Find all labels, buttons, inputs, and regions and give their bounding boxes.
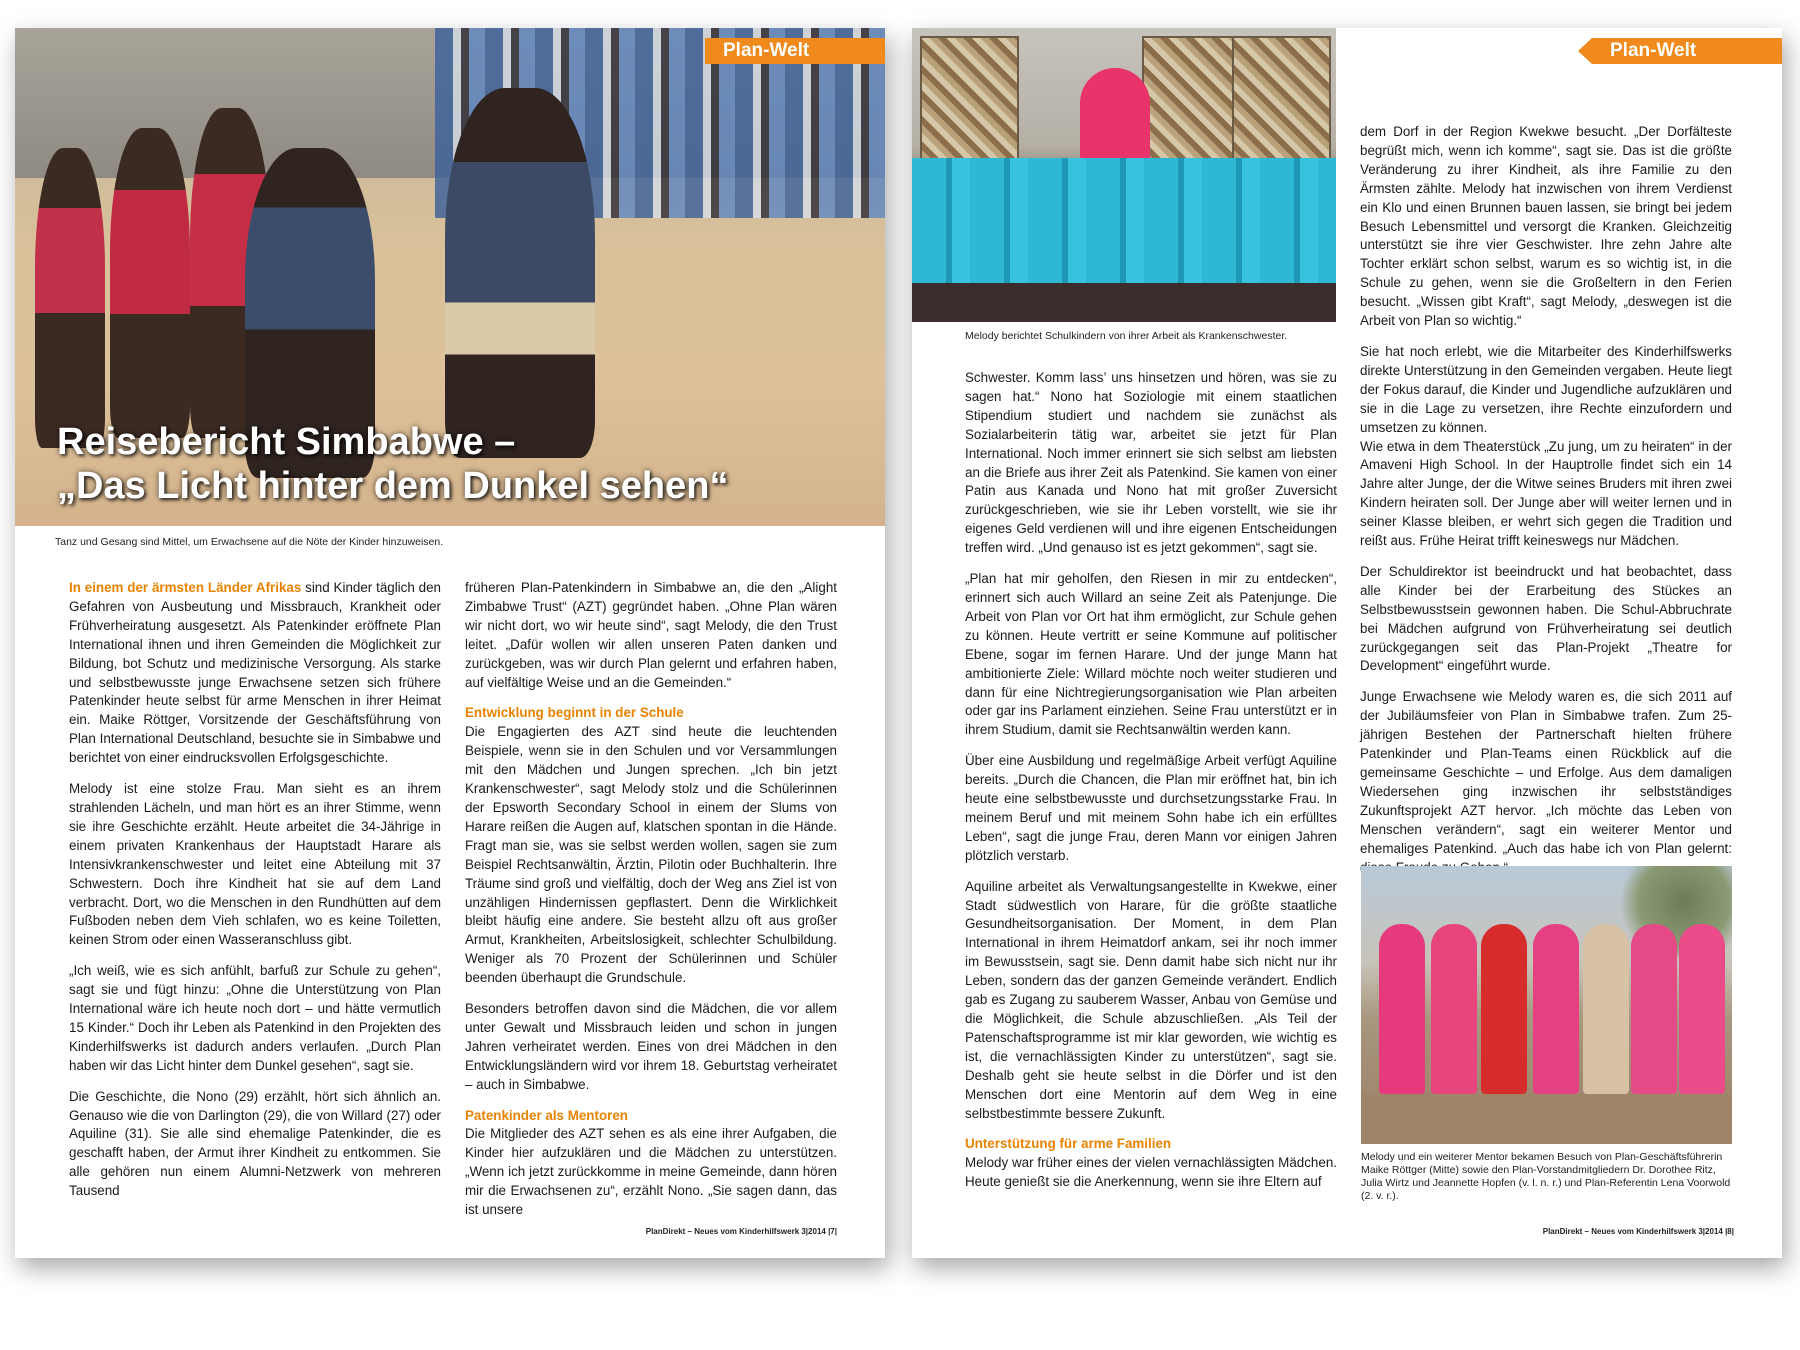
section-tag: Plan-Welt	[1592, 38, 1782, 64]
photo-floor	[912, 283, 1336, 322]
photo-person	[1379, 924, 1425, 1094]
paragraph: Junge Erwachsene wie Melody waren es, die sich 2011 auf der Jubiläumsfeier von Plan in Simbabwe trafen. Zum 25-jährigen Bestehen der Partnerschaft hielten frühere Patenkinder und Plan-Teams einen Rückblick auf die gemeinsame Geschichte – und Erfolge. Aus dem damaligen Wiedersehen ging inzwischen ihr selbstständiges Zukunftsprojekt AZT hervor. „Ich möchte das Leben von Menschen verändern“, sagt ein weiterer Mentor und ehemaliges Patenkind. „Auch das habe ich von Plan gelernt:	[1360, 689, 1732, 856]
section-tag: Plan-Welt	[705, 38, 885, 64]
text-column-2	[1360, 123, 1732, 889]
paragraph: Die Mitglieder des AZT sehen es als eine ihrer Aufgaben, die Kinder hier aufzuklären und die Mädchen zu unterstützen. „Wenn ich jetzt zurückkomme in meine Gemeinde, dann hören mir die Erwachsenen zu“, erzählt Nono. „Sie sagen dann, das ist unsere	[465, 1126, 837, 1218]
intro-paragraph: In einem der ärmsten Länder Afrikas sind Kinder täglich den Gefahren von Ausbeutung und Missbrauch, Krankheit oder Frühverheiratung ausgesetzt. Als Patenkinder eröffnete Plan International ihnen und ihren Gemeinden die Möglichkeit zur Bildung, bot Schutz und medizinische Versorgung. Als starke und selbstbewusste junge Erwachsene setzen sich frühere Patenkinder heute selbst für arme Menschen in ihrer Heimat ein. Maike Röttger, Vorsitzende der Geschäftsführung von Plan International Deutschland, besuchte sie in Simbabwe und berichtet von einer eindrucksvollen Erfolgsgeschichte.	[69, 580, 441, 766]
photo-caption: Melody und ein weiterer Mentor bekamen Besuch von Plan-Geschäftsführerin Maike Röttger (Mitte) sowie den Plan-Vorstandmitgliedern Dr. Dorothee Ritz, Julia Wirtz und Jeannette Hopfen (v. l. n. r.) und Plan-Referentin Lena Voorwold (2. v. r.).	[1361, 1151, 1731, 1202]
paragraph: dem Dorf in der Region Kwekwe besucht. „Der Dorfälteste begrüßt mich, wenn ich komme“, sagt sie. Das ist die größte Veränderung zu ihrer Kindheit, als ihre Familie zu den Ärmsten zählte. Melody hat inzwischen von ihrem Verdienst ein Klo und einen Brunnen bauen lassen, sie bringt bei jedem Besuch Lebensmittel und versorgt die Kranken. Gleichzeitig unterstützt sie ihre vier Geschwister. Ihre zehn Jahre alte Tochter erklärt schon selbst, warum es so wichtig ist, in die Schule zu gehen, wenn sie die Großeltern in den Ferien besucht. „Wissen gibt Kraft“, sagt Melody, „deswegen ist die Arbeit von Plan so wichtig.“	[1360, 124, 1732, 329]
paragraph: Der Schuldirektor ist beeindruckt und hat beobachtet, dass alle Kinder bei der Erarbeitung des Stückes an Selbstbewusstsein gewonnen haben. Die Schul-Abbruchrate bei Mädchen aufgrund von Frühverheiratung sei deutlich zurückgegangen seit das Plan-Projekt „Theatre for Development“ eingeführt wurde.	[1360, 563, 1732, 674]
photo-person	[1631, 924, 1677, 1094]
photo-poster	[920, 36, 1019, 160]
paragraph: Die Engagierten des AZT sind heute die leuchtenden Beispiele, wenn sie in den Schulen und vor Versammlungen mit den Mädchen und Jungen sprechen. „Ich bin jetzt Krankenschwester“, sagt Melody stolz und die Schülerinnen der Epsworth Secondary School in einem der Slums von Harare reißen die Augen auf, klatschen spontan in die Hände. Fragt man sie, was sie selbst werden wollen, sagen sie zum Beispiel Rechtsanwältin, Ärztin, Pilotin oder Buchhalterin. Ihre Träume sind groß und vielfältig, doch der Weg ans Ziel ist von unzähligen Hindernissen gepflastert. Denn die Wirklichkeit bleibt häufig eine andere. Sie besteht allzu oft aus großer Armut, Krankheiten, Arbeitslosigkeit, schlechter Schulbildung. Weniger als 70 Prozent der Schülerinnen und Schüler beenden überhaupt die Grundschule.	[465, 724, 837, 986]
article-title: Reisebericht Simbabwe – „Das Licht hinter dem Dunkel sehen“	[57, 421, 729, 507]
paragraph: Sie hat noch erlebt, wie die Mitarbeiter des Kinderhilfswerks direkte Unterstützung in den Gemeinden vergaben. Heute liegt der Fokus darauf, die Kinder und Jugendliche aufzuklären und sie in die Lage zu versetzen, ihre Rechte einzufordern und umsetzen zu können.	[1360, 343, 1732, 435]
photo-caption: Melody berichtet Schulkindern von ihrer Arbeit als Krankenschwester.	[965, 330, 1288, 342]
paragraph: Schwester. Komm lass’ uns hinsetzen und hören, was sie zu sagen hat.“ Nono hat Soziologie mit einem staatlichen Stipendium studiert und nachdem sie zunächst als Sozialarbeiterin tätig war, arbeitet sie jetzt für Plan International. Noch immer erinnert sie sich selbst am liebsten an die Briefe aus ihrer Zeit als Patenkind. Sie kamen von einer Patin aus Kanada und Nono hat mit großer Zuversicht zurückgeschrieben, wie sie ihr Leben vorstellt, wie sie ihr eigenes Geld verdienen will und ihre eigenen Entscheidungen treffen wird. „Und genauso ist es jetzt gekommen“, sagt sie.	[965, 370, 1337, 556]
photo-person	[1431, 924, 1477, 1094]
photo-children-row	[912, 158, 1336, 283]
text-column-1	[965, 369, 1337, 1204]
magazine-page-right	[912, 28, 1782, 1258]
text-column-2	[465, 579, 837, 1232]
photo-melody-schoolchildren	[912, 28, 1336, 322]
paragraph: Die Geschichte, die Nono (29) erzählt, hört sich ähnlich an. Genauso wie die von Darlington (29), die von Willard (27) oder Aquiline (31). Sie alle sind ehemalige Patenkinder, die es geschafft haben, der Armut ihrer Kindheit zu entkommen. Sie alle gehören nun einem Alumni-Netzwerk von mehreren Tausend	[69, 1088, 441, 1199]
photo-dancer	[35, 148, 105, 448]
paragraph: Besonders betroffen davon sind die Mädchen, die vor allem unter Gewalt und Missbrauch leiden und schon in jungen Jahren verheiratet werden. Eines von drei Mädchen in den Entwicklungsländern wird vor ihrem 18. Geburtstag verheiratet – auch in Simbabwe.	[465, 1001, 837, 1092]
photo-ground	[1361, 1094, 1732, 1144]
page-footer: PlanDirekt – Neues vom Kinderhilfswerk 3|2014 |7|	[645, 1227, 837, 1236]
paragraph: früheren Plan-Patenkindern in Simbabwe an, die den „Alight Zimbabwe Trust“ (AZT) gegründet haben. „Ohne Plan wären wir nicht dort, wo wir heute sind“, sagt Melody, die den Trust leitet. „Dafür wollen wir allen unseren Paten danken und zurückgeben, was wir durch Plan gelernt und erfahren haben, auf vielfältige Weise und an die Gemeinden.“	[465, 580, 837, 690]
paragraph: Wie etwa in dem Theaterstück „Zu jung, um zu heiraten“ in der Amaveni High School. In der Hauptrolle findet sich ein 14 Jahre alter Junge, der die Witwe seines Bruders mit ihren zwei Kindern heiraten soll. Der Junge aber will weiter lernen und in seiner Klasse bleiben, er wehrt sich gegen die Tradition und reißt aus. Frühe Heirat trifft keineswegs nur Mädchen.	[1360, 438, 1732, 549]
magazine-page-left	[15, 28, 885, 1258]
paragraph: Über eine Ausbildung und regelmäßige Arbeit verfügt Aquiline bereits. „Durch die Chancen, die Plan mir eröffnet hat, bin ich heute eine selbstbewusste und durchsetzungsstarke Frau. In meinem Beruf und mit meinem Sohn habe ich ein erfülltes Leben“, sagt die junge Frau, deren Mann vor einigen Jahren plötzlich verstarb.	[965, 753, 1337, 863]
subheading: Patenkinder als Mentoren	[465, 1107, 628, 1123]
paragraph: Aquiline arbeitet als Verwaltungsangestellte in Kwekwe, einer Stadt südwestlich von Harare, für die größte staatliche Gesundheitsorganisation. Der Moment, in dem Plan International in ihrem Heimatdorf ankam, sei ihr noch immer im Bewusstsein, sagt sie. Denn damit habe sich nicht nur ihr Leben, sondern das der ganzen Gemeinde verändert. Endlich gab es Zugang zu sauberem Wasser, Anbau von Gemüse und die Möglichkeit, die Schule abzuschließen. „Als Teil der Patenschaftsprogramme ist mir klar geworden, wie wichtig es ist, die vernachlässigten Kinder zu unterstützen“, sagt sie. Deshalb geht sie heute selbst in die Dörfer und ist den Menschen dort eine Mentorin auf dem Weg in eine selbstbestimmte bessere Zukunft.	[965, 878, 1337, 1121]
photo-person	[1679, 924, 1725, 1094]
photo-boy-dancer	[445, 88, 595, 458]
subheading: Entwicklung beginnt in der Schule	[465, 705, 684, 721]
paragraph: Melody ist eine stolze Frau. Man sieht es an ihrem strahlenden Lächeln, und man hört es an ihrer Stimme, wenn sie ihre Geschichte erzählt. Heute arbeitet die 34-Jährige in einem privaten Krankenhaus der Hauptstadt Harare als Intensivkrankenschwester und leitet eine Abteilung mit 37 Schwestern. Doch ihre Kindheit hat sie auf dem Land verbracht. Dort, wo die Menschen in den Rundhütten auf dem Fußboden neben dem Vieh schlafen, wo es keine Toiletten, keinen Strom oder einen Wasseranschluss gibt.	[69, 781, 441, 948]
photo-person	[1583, 924, 1629, 1094]
subheading: Unterstützung für arme Familien	[965, 1136, 1172, 1152]
photo-person	[1533, 924, 1579, 1094]
photo-dancer	[110, 128, 190, 438]
lead-in: In einem der ärmsten Länder Afrikas	[69, 580, 302, 595]
photo-poster	[1232, 36, 1331, 160]
paragraph: „Ich weiß, wie es sich anfühlt, barfuß zur Schule zu gehen“, sagt sie und fügt hinzu: „Ohne die Unterstützung von Plan International wäre ich heute noch dort – und hätte vermutlich 15 Kinder.“ Doch ihr Leben als Patenkind in den Projekten des Kinderhilfswerks ist dadurch anders verlaufen. „Durch Plan haben wir das Licht hinter dem Dunkel gesehen“, sagt sie.	[69, 963, 441, 1073]
hero-photo-dancers	[15, 28, 885, 526]
paragraph: Melody war früher eines der vielen vernachlässigten Mädchen. Heute genießt sie die Anerkennung, wenn sie ihre Eltern auf	[965, 1155, 1337, 1190]
text-column-1	[69, 579, 441, 1213]
photo-person	[1481, 924, 1527, 1094]
photo-group-visit	[1361, 866, 1732, 1144]
photo-poster	[1142, 36, 1241, 160]
paragraph: „Plan hat mir geholfen, den Riesen in mir zu entdecken“, erinnert sich auch Willard an seine Zeit als Patenjunge. Die Arbeit von Plan vor Ort hat ihm ermöglicht, zur Schule gehen zu können. Heute vertritt er seine Kommune auf politischer Ebene, sogar im fernen Harare. Und der junge Mann hat ambitionierte Ziele: Willard möchte noch weiter studieren und dann für eine Nichtregierungsorganisation wie Plan arbeiten oder gar ins Parlament einziehen. Seine Frau unterstützt er in ihrem Studium, damit sie Rechtsanwältin werden kann.	[965, 571, 1337, 738]
photo-caption: Tanz und Gesang sind Mittel, um Erwachsene auf die Nöte der Kinder hinzuweisen.	[55, 536, 444, 548]
page-footer: PlanDirekt – Neues vom Kinderhilfswerk 3|2014 |8|	[1542, 1227, 1734, 1236]
